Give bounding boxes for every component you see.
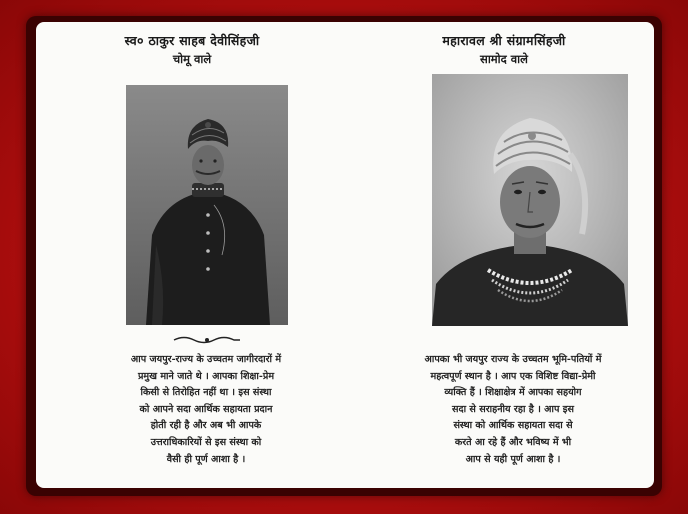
right-column [354,22,654,488]
right-title: महारावल श्री संग्रामसिंहजी [442,33,566,48]
left-column [42,22,342,488]
left-title: स्व० ठाकुर साहब देवीसिंहजी [124,33,260,48]
right-portrait-photo [432,74,628,326]
right-line-7: आप से यही पूर्ण आशा है । [465,453,561,465]
right-line-6: करते आ रहे हैं और भविष्य में भी [454,436,572,448]
ornament-divider [172,335,242,345]
document-page [36,22,654,488]
portrait-photo-icon [432,74,628,326]
right-line-1: आपका भी जयपुर राज्य के उच्चतम भूमि-पतियों में [424,354,602,365]
right-line-5: संस्था को आर्थिक सहायता सदा से [453,420,573,432]
right-paragraph [384,352,642,468]
left-line-6: उत्तराधिकारियों से इस संस्था को [150,436,262,448]
right-line-4: सदा से सराहनीय रहा है । आप इस [452,403,574,415]
left-paragraph [80,352,332,468]
left-line-2: प्रमुख माने जाते थे । आपका शिक्षा-प्रेम [137,370,275,382]
left-line-1: आप जयपुर-राज्य के उच्चतम जागीरदारों में [130,354,282,365]
left-line-4: को आपने सदा आर्थिक सहायता प्रदान [139,403,273,415]
left-line-7: वैसी ही पूर्ण आशा है । [166,453,246,465]
left-line-5: होती रही है और अब भी आपके [150,420,262,432]
left-subtitle: चोमू वाले [172,52,212,66]
right-line-3: व्यक्ति हैं । शिक्षाक्षेत्र में आपका सहयोग [444,387,582,399]
left-portrait-photo [126,85,288,325]
right-line-2: महत्वपूर्ण स्थान है । आप एक विशिष्ट विद्या-प्रेमी [430,370,596,382]
right-subtitle: सामोद वाले [480,52,528,66]
portrait-photo-icon [126,85,288,325]
left-line-3: किसी से तिरोहित नहीं था । इस संस्था [140,387,272,399]
